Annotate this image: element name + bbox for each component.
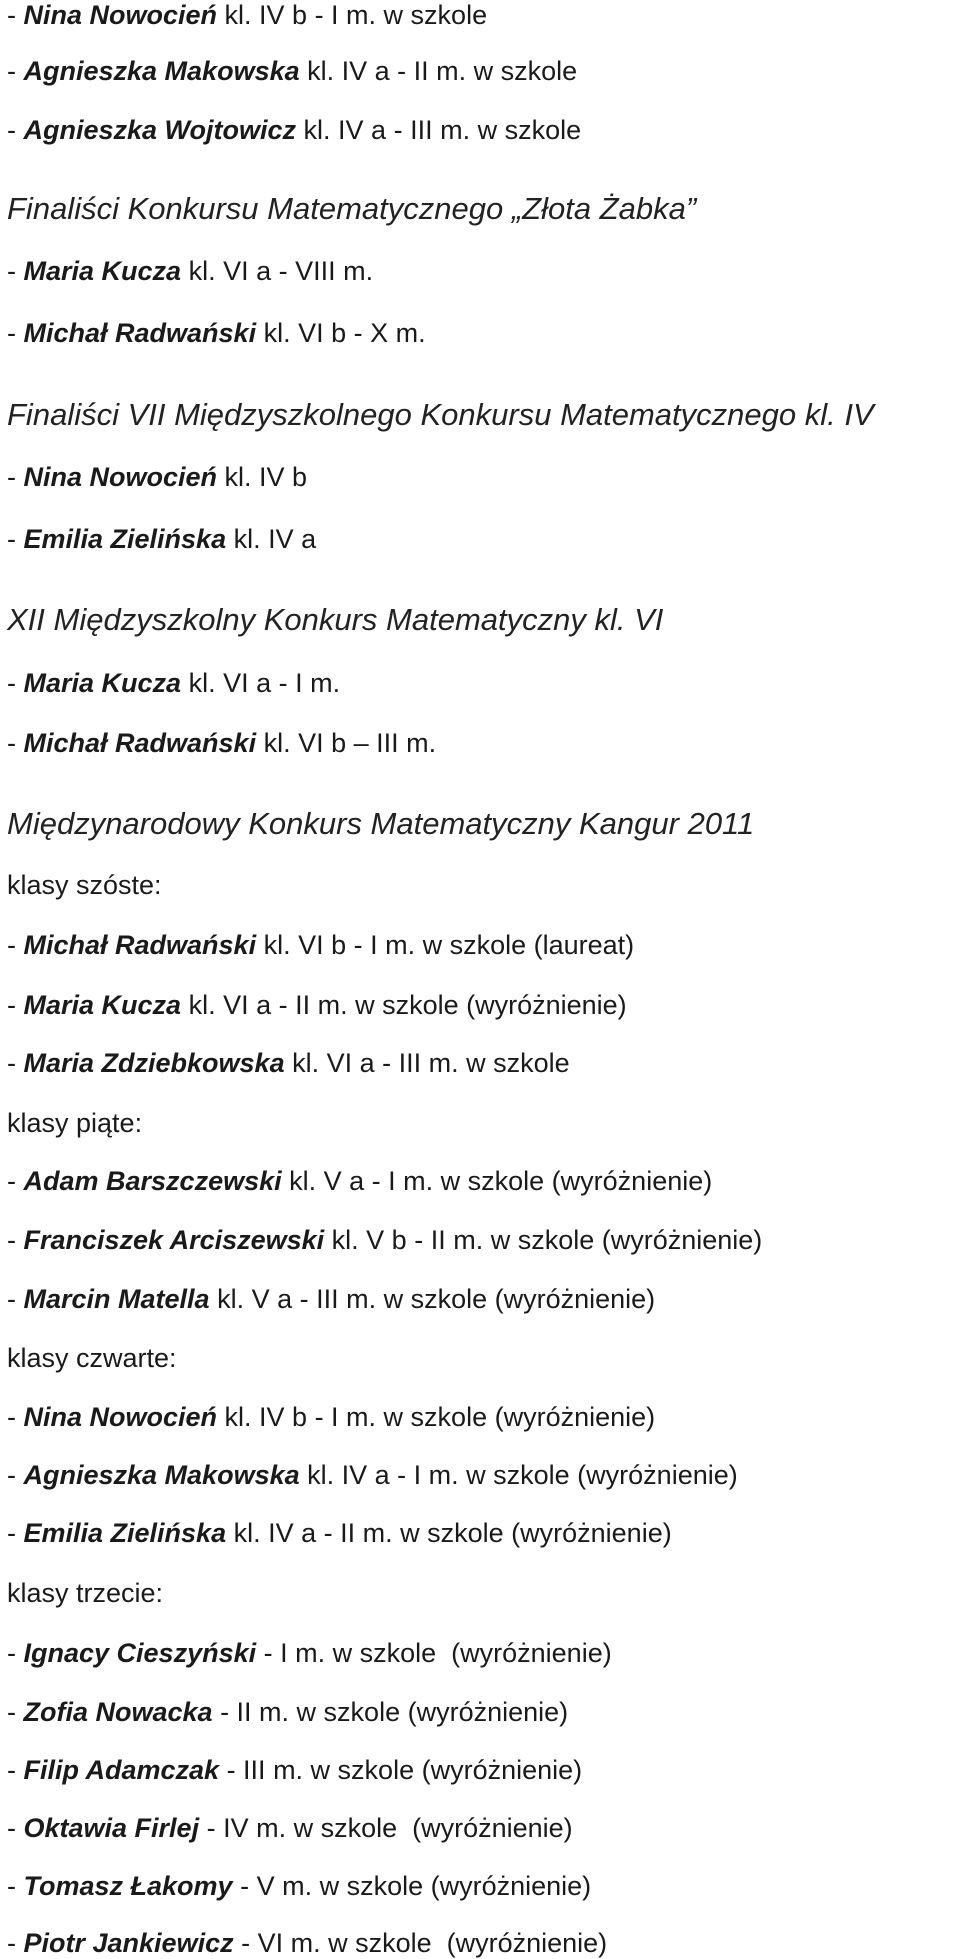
entry-dash: - xyxy=(7,930,24,960)
student-name: Michał Radwański xyxy=(23,728,257,758)
competition-heading: XII Międzyszkolny Konkurs Matematyczny kl. VI xyxy=(7,602,664,637)
result-details: - III m. w szkole (wyróżnienie) xyxy=(219,1755,583,1785)
entry-dash: - xyxy=(7,1225,24,1255)
result-entry xyxy=(7,1048,570,1079)
entry-dash: - xyxy=(7,1871,24,1901)
result-entry xyxy=(7,1460,738,1491)
result-details: kl. IV a - II m. w szkole xyxy=(299,56,578,86)
result-entry xyxy=(7,1755,582,1786)
grade-label: klasy trzecie: xyxy=(7,1578,164,1608)
result-details: - VI m. w szkole (wyróżnienie) xyxy=(233,1928,608,1958)
entry-dash: - xyxy=(7,668,24,698)
result-entry xyxy=(7,930,634,961)
entry-dash: - xyxy=(7,990,24,1020)
result-details: - V m. w szkole (wyróżnienie) xyxy=(232,1871,592,1901)
entry-dash: - xyxy=(7,462,24,492)
result-details: kl. V a - III m. w szkole (wyróżnienie) xyxy=(209,1284,656,1314)
student-name: Agnieszka Makowska xyxy=(23,56,300,86)
entry-dash: - xyxy=(7,1284,24,1314)
result-details: kl. IV a - III m. w szkole xyxy=(296,115,582,145)
result-details: kl. VI a - VIII m. xyxy=(181,256,374,286)
student-name: Maria Zdziebkowska xyxy=(23,1048,285,1078)
entry-dash: - xyxy=(7,1460,24,1490)
student-name: Tomasz Łakomy xyxy=(23,1871,233,1901)
result-entry xyxy=(7,1166,712,1197)
entry-dash: - xyxy=(7,56,24,86)
result-entry xyxy=(7,1928,607,1959)
result-details: kl. VI a - II m. w szkole (wyróżnienie) xyxy=(181,990,627,1020)
student-name: Agnieszka Wojtowicz xyxy=(23,115,297,145)
result-entry xyxy=(7,256,373,287)
grade-label: klasy czwarte: xyxy=(7,1343,177,1373)
student-name: Marcin Matella xyxy=(23,1284,210,1314)
result-entry xyxy=(7,115,581,146)
grade-label: klasy szóste: xyxy=(7,870,162,900)
result-entry xyxy=(7,1638,612,1669)
entry-dash: - xyxy=(7,1048,24,1078)
result-details: kl. V a - I m. w szkole (wyróżnienie) xyxy=(281,1166,713,1196)
result-entry xyxy=(7,1518,672,1549)
result-entry xyxy=(7,1402,655,1433)
result-details: kl. VI a - I m. xyxy=(181,668,341,698)
result-details: kl. VI b - X m. xyxy=(256,318,426,348)
competition-heading: Finaliści VII Międzyszkolnego Konkursu Matematycznego kl. IV xyxy=(7,397,874,432)
entry-dash: - xyxy=(7,1166,24,1196)
student-name: Nina Nowocień xyxy=(23,1402,218,1432)
result-details: - II m. w szkole (wyróżnienie) xyxy=(212,1697,569,1727)
result-entry xyxy=(7,728,436,759)
student-name: Adam Barszczewski xyxy=(23,1166,282,1196)
result-entry xyxy=(7,1813,573,1844)
entry-dash: - xyxy=(7,1755,24,1785)
result-details: - IV m. w szkole (wyróżnienie) xyxy=(199,1813,573,1843)
result-entry xyxy=(7,0,487,31)
result-entry xyxy=(7,56,577,87)
entry-dash: - xyxy=(7,1638,24,1668)
result-entry xyxy=(7,668,340,699)
student-name: Michał Radwański xyxy=(23,930,257,960)
student-name: Nina Nowocień xyxy=(23,0,218,30)
result-details: kl. IV b - I m. w szkole (wyróżnienie) xyxy=(217,1402,656,1432)
result-details: kl. VI b – III m. xyxy=(256,728,437,758)
result-entry xyxy=(7,1225,762,1256)
entry-dash: - xyxy=(7,728,24,758)
student-name: Michał Radwański xyxy=(23,318,257,348)
student-name: Nina Nowocień xyxy=(23,462,218,492)
result-details: - I m. w szkole (wyróżnienie) xyxy=(256,1638,612,1668)
student-name: Agnieszka Makowska xyxy=(23,1460,300,1490)
result-entry xyxy=(7,1697,568,1728)
competition-heading: Finaliści Konkursu Matematycznego „Złota Żabka” xyxy=(7,191,697,226)
result-entry xyxy=(7,462,307,493)
student-name: Emilia Zielińska xyxy=(23,524,227,554)
student-name: Oktawia Firlej xyxy=(23,1813,200,1843)
student-name: Franciszek Arciszewski xyxy=(23,1225,325,1255)
entry-dash: - xyxy=(7,1813,24,1843)
student-name: Ignacy Cieszyński xyxy=(23,1638,257,1668)
competition-heading: Międzynarodowy Konkurs Matematyczny Kangur 2011 xyxy=(7,806,755,841)
entry-dash: - xyxy=(7,256,24,286)
result-details: kl. IV a - II m. w szkole (wyróżnienie) xyxy=(226,1518,672,1548)
entry-dash: - xyxy=(7,1518,24,1548)
student-name: Zofia Nowacka xyxy=(23,1697,213,1727)
result-entry xyxy=(7,990,627,1021)
student-name: Filip Adamczak xyxy=(23,1755,220,1785)
entry-dash: - xyxy=(7,115,24,145)
entry-dash: - xyxy=(7,524,24,554)
entry-dash: - xyxy=(7,1697,24,1727)
student-name: Maria Kucza xyxy=(23,668,182,698)
student-name: Piotr Jankiewicz xyxy=(23,1928,234,1958)
student-name: Maria Kucza xyxy=(23,256,182,286)
student-name: Maria Kucza xyxy=(23,990,182,1020)
result-details: kl. VI a - III m. w szkole xyxy=(284,1048,570,1078)
result-details: kl. IV a - I m. w szkole (wyróżnienie) xyxy=(299,1460,738,1490)
result-details: kl. V b - II m. w szkole (wyróżnienie) xyxy=(324,1225,763,1255)
result-entry xyxy=(7,1284,655,1315)
student-name: Emilia Zielińska xyxy=(23,1518,227,1548)
result-details: kl. IV a xyxy=(226,524,317,554)
result-details: kl. IV b xyxy=(217,462,308,492)
entry-dash: - xyxy=(7,1928,24,1958)
result-entry xyxy=(7,1871,591,1902)
result-details: kl. VI b - I m. w szkole (laureat) xyxy=(256,930,635,960)
result-details: kl. IV b - I m. w szkole xyxy=(217,0,488,30)
result-entry xyxy=(7,318,426,349)
entry-dash: - xyxy=(7,0,24,30)
entry-dash: - xyxy=(7,1402,24,1432)
entry-dash: - xyxy=(7,318,24,348)
result-entry xyxy=(7,524,316,555)
grade-label: klasy piąte: xyxy=(7,1108,143,1138)
